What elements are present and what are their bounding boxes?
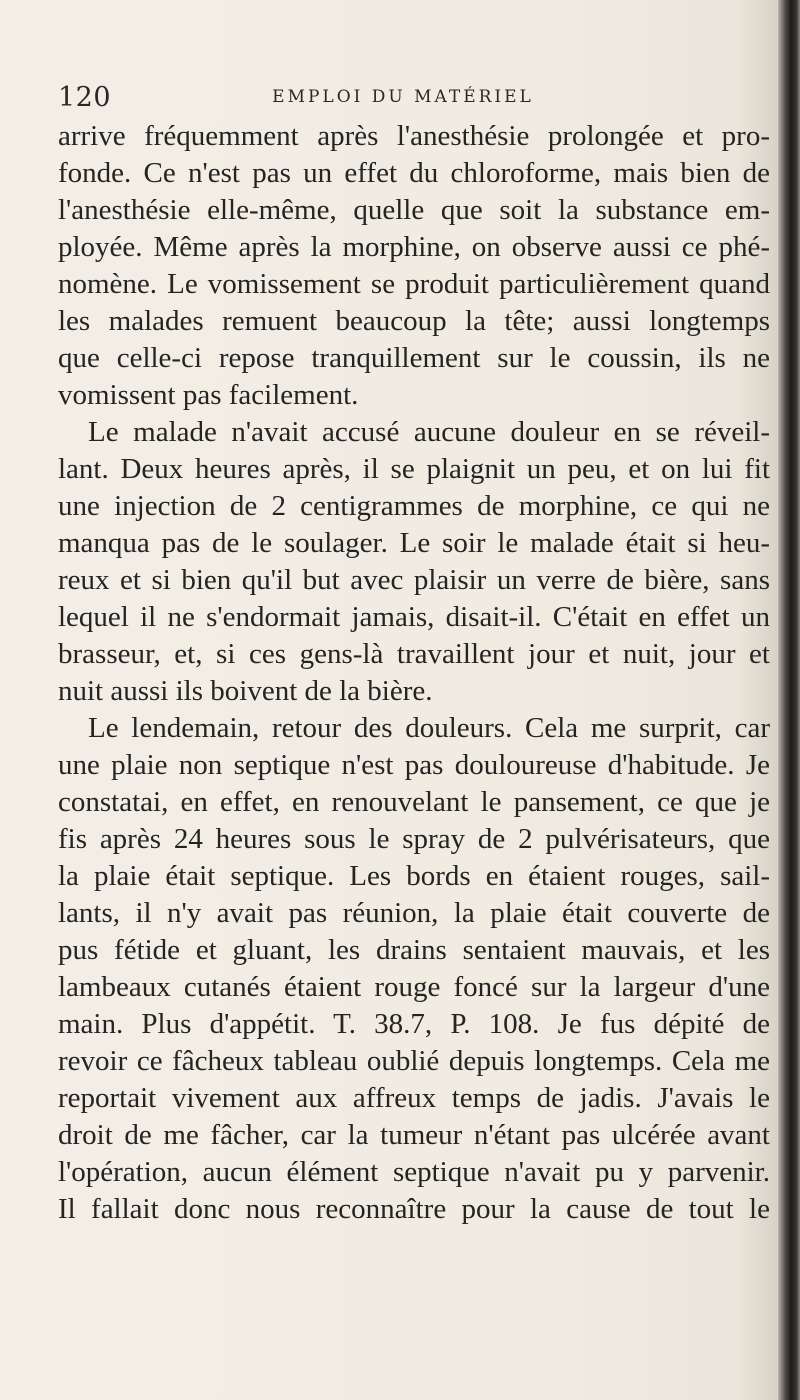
text-line: lants, il n'y avait pas réunion, la plaie était couverte de	[58, 897, 770, 929]
text-line: droit de me fâcher, car la tumeur n'étant pas ulcérée avant	[58, 1119, 770, 1151]
text-line: que celle-ci repose tranquillement sur le coussin, ils ne	[58, 342, 770, 374]
body-text	[58, 118, 770, 1228]
text-line: pus fétide et gluant, les drains sentaient mauvais, et les	[58, 934, 770, 966]
text-line: lequel il ne s'endormait jamais, disait-il. C'était en effet un	[58, 601, 770, 633]
text-line: Il fallait donc nous reconnaître pour la cause de tout le	[58, 1193, 770, 1225]
text-line: fis après 24 heures sous le spray de 2 pulvérisateurs, que	[58, 823, 770, 855]
text-line: lant. Deux heures après, il se plaignit un peu, et on lui fit	[58, 453, 770, 485]
text-line: main. Plus d'appétit. T. 38.7, P. 108. Je fus dépité de	[58, 1008, 770, 1040]
binding-edge	[778, 0, 800, 1400]
text-line: l'anesthésie elle-même, quelle que soit la substance em-	[58, 194, 770, 226]
text-line: Le malade n'avait accusé aucune douleur en se réveil-	[88, 416, 770, 448]
text-line: une injection de 2 centigrammes de morphine, ce qui ne	[58, 490, 770, 522]
text-line: reux et si bien qu'il but avec plaisir un verre de bière, sans	[58, 564, 770, 596]
text-line: arrive fréquemment après l'anesthésie prolongée et pro-	[58, 120, 770, 152]
text-line: l'opération, aucun élément septique n'avait pu y parvenir.	[58, 1156, 770, 1188]
text-line: revoir ce fâcheux tableau oublié depuis longtemps. Cela me	[58, 1045, 770, 1077]
text-line: fonde. Ce n'est pas un effet du chloroforme, mais bien de	[58, 157, 770, 189]
text-line: ployée. Même après la morphine, on observe aussi ce phé-	[58, 231, 770, 263]
text-line: les malades remuent beaucoup la tête; aussi longtemps	[58, 305, 770, 337]
text-line: la plaie était septique. Les bords en étaient rouges, sail-	[58, 860, 770, 892]
text-line: une plaie non septique n'est pas douloureuse d'habitude. Je	[58, 749, 770, 781]
text-line: reportait vivement aux affreux temps de jadis. J'avais le	[58, 1082, 770, 1114]
text-line: vomissent pas facilement.	[58, 379, 359, 411]
text-line: lambeaux cutanés étaient rouge foncé sur la largeur d'une	[58, 971, 770, 1003]
text-line: nuit aussi ils boivent de la bière.	[58, 675, 433, 707]
text-line: manqua pas de le soulager. Le soir le malade était si heu-	[58, 527, 770, 559]
page-number: 120	[58, 82, 112, 113]
text-line: nomène. Le vomissement se produit particulièrement quand	[58, 268, 770, 300]
running-head: EMPLOI DU MATÉRIEL	[272, 87, 534, 107]
page-header	[58, 82, 748, 116]
text-line: constatai, en effet, en renouvelant le pansement, ce que je	[58, 786, 770, 818]
text-line: Le lendemain, retour des douleurs. Cela me surprit, car	[88, 712, 770, 744]
text-line: brasseur, et, si ces gens-là travaillent jour et nuit, jour et	[58, 638, 770, 670]
